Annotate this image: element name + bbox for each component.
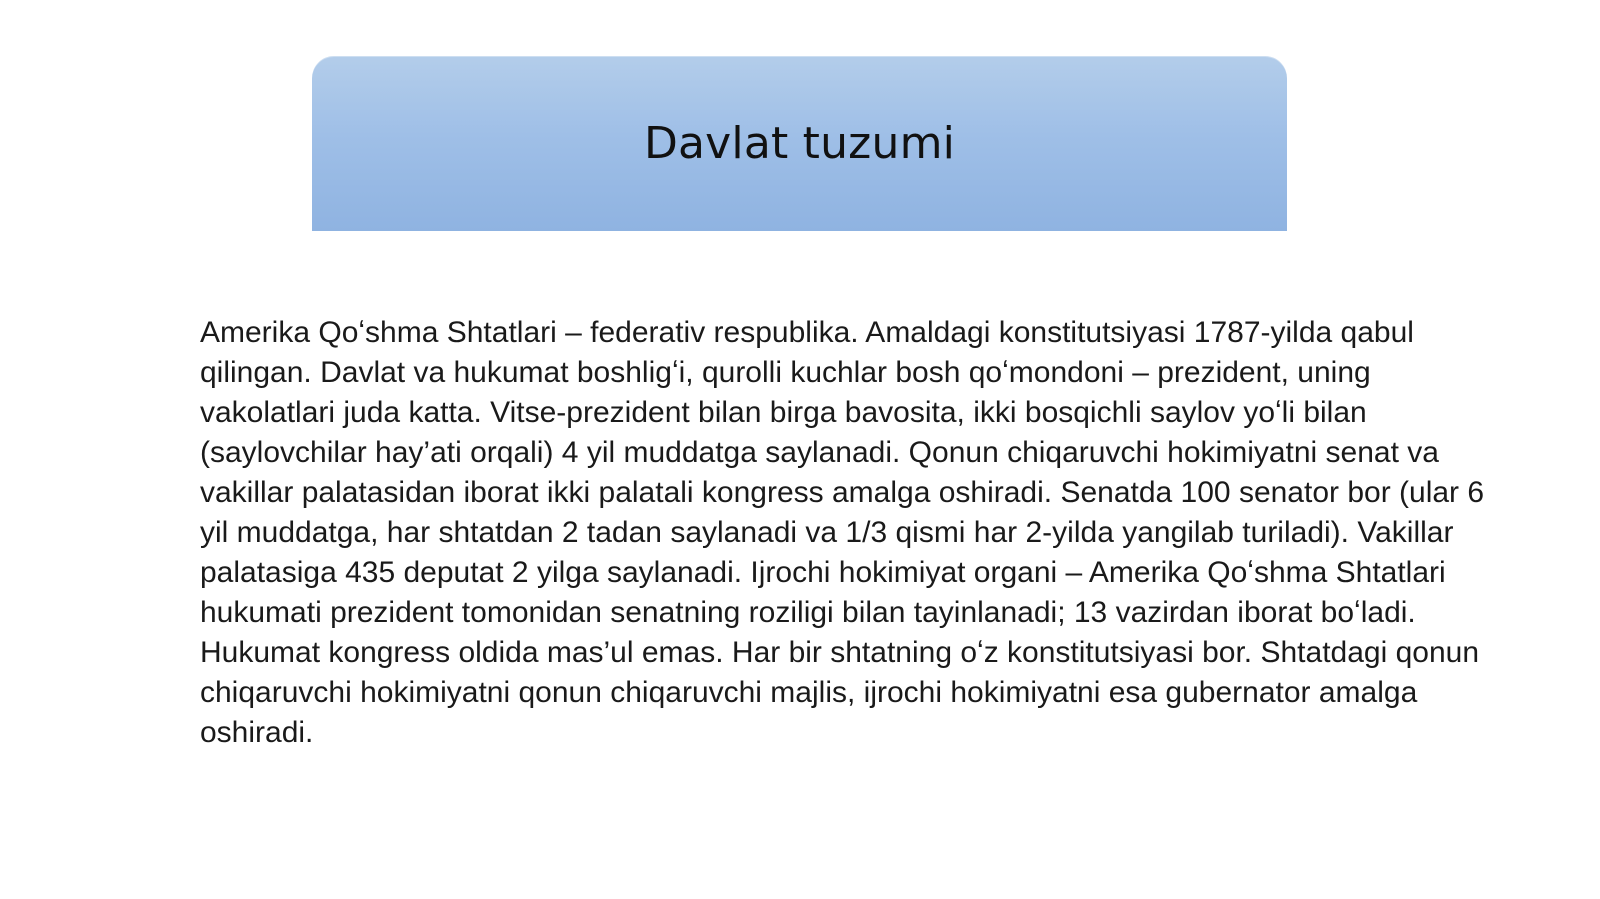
slide-body-text: Amerika Qoʻshma Shtatlari – federativ respublika. Amaldagi konstitutsiyasi 1787-yilda qabul qilingan. Davlat va hukumat boshligʻi, qurolli kuchlar bosh qoʻmondoni – prezident, uning vakolatlari juda katta. Vitse-prezident bilan birga bavosita, ikki bosqichli saylov yoʻli bilan (saylovchilar hay’ati orqali) 4 yil muddatga saylanadi. Qonun chiqaruvchi hokimiyatni senat va vakillar palatasidan iborat ikki palatali kongress amalga oshiradi. Senatda 100 senator bor (ular 6 yil muddatga, har shtatdan 2 tadan saylanadi va 1/3 qismi har 2-yilda yangilab turiladi). Vakillar palatasiga 435 deputat 2 yilga saylanadi. Ijrochi hokimiyat organi – Amerika Qoʻshma Shtatlari hukumati prezident tomonidan senatning roziligi bilan tayinlanadi; 13 vazirdan iborat boʻladi. Hukumat kongress oldida mas’ul emas. Har bir shtatning oʻz konstitutsiyasi bor. Shtatdagi qonun chiqaruvchi hokimiyatni qonun chiqaruvchi majlis, ijrochi hokimiyatni esa gubernator amalga oshiradi. (200, 316, 1485, 749)
slide-title: Davlat tuzumi (643, 118, 956, 169)
title-box (312, 56, 1287, 231)
